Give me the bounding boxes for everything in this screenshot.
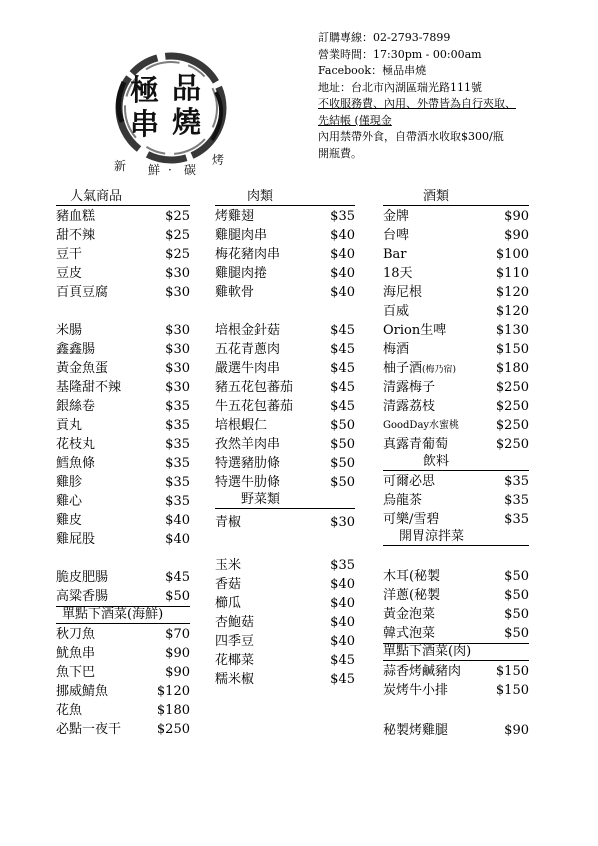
item-name: 18天 — [383, 266, 413, 281]
menu-item — [215, 454, 355, 473]
item-name: 清露荔枝 — [383, 399, 436, 414]
item-name: 鑫鑫腸 — [56, 342, 96, 357]
menu-item — [383, 245, 529, 264]
item-name: 花椰菜 — [215, 653, 255, 668]
item-name: 青椒 — [215, 515, 242, 530]
menu-item — [56, 720, 190, 739]
phone-line: 訂購專線：02-2793-7899 — [318, 31, 451, 44]
logo — [108, 52, 234, 177]
menu-item — [383, 491, 529, 510]
item-price: $45 — [330, 380, 355, 395]
item-name: 櫛瓜 — [215, 596, 242, 611]
menu-item — [56, 587, 190, 606]
menu-column-meat — [215, 189, 355, 689]
menu-item — [383, 435, 529, 454]
menu-item — [383, 397, 529, 416]
item-price: $130 — [495, 323, 529, 338]
item-price: $110 — [495, 266, 529, 281]
logo-sub: 烤 — [212, 153, 225, 167]
item-price: $180 — [156, 703, 190, 718]
item-name: 烏龍茶 — [383, 493, 423, 508]
item-price: $50 — [330, 456, 355, 471]
section-header — [215, 492, 355, 509]
item-name: 香菇 — [215, 577, 242, 592]
item-price: $35 — [330, 558, 355, 573]
item-name: 特選豬肋條 — [215, 456, 281, 471]
menu-item — [56, 283, 190, 302]
section-header — [383, 529, 529, 546]
menu-item — [383, 378, 529, 397]
menu-item — [383, 264, 529, 283]
item-price: $35 — [165, 475, 190, 490]
item-list — [383, 207, 529, 454]
item-price: $40 — [330, 615, 355, 630]
logo-sub: 鮮 — [148, 163, 161, 177]
item-price: $150 — [495, 664, 529, 679]
logo-sub: 新 — [114, 159, 127, 173]
menu-item — [215, 283, 355, 302]
item-price: $25 — [165, 247, 190, 262]
section-header — [56, 606, 190, 624]
item-price: $45 — [330, 323, 355, 338]
item-list — [383, 472, 529, 529]
item-name: 培根蝦仁 — [215, 418, 268, 433]
menu-item — [215, 575, 355, 594]
item-name: 牛五花包蕃茄 — [215, 399, 294, 414]
item-name: Orion生啤 — [383, 323, 447, 338]
item-price: $30 — [165, 380, 190, 395]
item-name: 雞心 — [56, 494, 83, 509]
item-name: 雞軟骨 — [215, 285, 255, 300]
item-price: $35 — [504, 474, 529, 489]
item-price: $45 — [330, 361, 355, 376]
item-price: $30 — [165, 342, 190, 357]
item-price: $250 — [156, 722, 190, 737]
item-price: $250 — [495, 380, 529, 395]
item-price: $50 — [504, 569, 529, 584]
section-title: 酒類 — [423, 189, 450, 204]
menu-item — [56, 245, 190, 264]
menu-item — [215, 207, 355, 226]
item-price: $120 — [495, 304, 529, 319]
item-name: 黃金魚蛋 — [56, 361, 109, 376]
item-name: 魚下巴 — [56, 665, 96, 680]
menu-item — [383, 681, 529, 700]
item-price: $45 — [330, 672, 355, 687]
menu-item — [215, 321, 355, 340]
logo-char: 燒 — [172, 105, 202, 139]
spacer — [215, 302, 355, 321]
item-price: $30 — [165, 266, 190, 281]
item-name-group — [383, 359, 456, 380]
menu-item — [383, 510, 529, 529]
item-price: $70 — [165, 627, 190, 642]
item-price: $180 — [495, 361, 529, 376]
item-name: 雞腿肉串 — [215, 228, 268, 243]
menu-item — [56, 207, 190, 226]
menu-item — [383, 416, 529, 435]
item-name: 台啤 — [383, 228, 410, 243]
item-list — [56, 625, 190, 739]
logo-char: 串 — [130, 107, 160, 141]
item-price: $35 — [165, 418, 190, 433]
logo-char: 品 — [172, 71, 202, 105]
menu-item — [56, 397, 190, 416]
menu-item — [56, 511, 190, 530]
item-name: 基隆甜不辣 — [56, 380, 122, 395]
item-price: $90 — [504, 228, 529, 243]
menu-item — [56, 663, 190, 682]
item-name: 海尼根 — [383, 285, 423, 300]
menu-item — [56, 416, 190, 435]
menu-item — [56, 264, 190, 283]
menu-item — [56, 644, 190, 663]
item-price: $50 — [504, 607, 529, 622]
item-name: Bar — [383, 247, 407, 262]
shop-info — [318, 30, 580, 162]
item-price: $150 — [495, 683, 529, 698]
item-price: $40 — [330, 266, 355, 281]
item-name: 可樂/雪碧 — [383, 512, 440, 527]
item-price: $25 — [165, 209, 190, 224]
section-title: 肉類 — [247, 189, 274, 204]
menu-item — [383, 359, 529, 378]
menu-item — [215, 245, 355, 264]
menu-item — [56, 701, 190, 720]
item-price: $40 — [330, 285, 355, 300]
item-price: $250 — [495, 437, 529, 452]
menu-item — [383, 302, 529, 321]
item-price: $35 — [504, 493, 529, 508]
menu-column-drinks — [383, 189, 529, 740]
item-price: $250 — [495, 418, 529, 433]
item-name: 甜不辣 — [56, 228, 96, 243]
item-name: 柚子酒 — [383, 361, 423, 376]
logo-sub: · — [168, 163, 172, 177]
menu-item — [215, 513, 355, 532]
item-price: $35 — [330, 209, 355, 224]
item-price: $45 — [330, 399, 355, 414]
menu-item — [56, 625, 190, 644]
menu-item — [56, 321, 190, 340]
item-name: 魷魚串 — [56, 646, 96, 661]
spacer — [215, 532, 355, 556]
menu-item — [383, 721, 529, 740]
item-price: $50 — [504, 626, 529, 641]
menu-item — [215, 378, 355, 397]
item-name: 炭烤牛小排 — [383, 683, 449, 698]
spacer — [383, 547, 529, 567]
item-price: $35 — [165, 456, 190, 471]
item-price: $40 — [330, 228, 355, 243]
item-name: 挪威鯖魚 — [56, 684, 109, 699]
item-price: $40 — [330, 634, 355, 649]
item-list — [215, 207, 355, 492]
item-name: 韓式泡菜 — [383, 626, 436, 641]
item-price: $35 — [165, 494, 190, 509]
item-name: 豬五花包蕃茄 — [215, 380, 294, 395]
facebook-line: Facebook：極品串燒 — [318, 64, 427, 77]
menu-item — [56, 682, 190, 701]
item-price: $40 — [165, 513, 190, 528]
item-name: 四季豆 — [215, 634, 255, 649]
item-name: 雞屁股 — [56, 532, 96, 547]
item-price: $250 — [495, 399, 529, 414]
spacer — [56, 302, 190, 321]
section-header — [383, 643, 529, 661]
item-price: $150 — [495, 342, 529, 357]
item-price: $45 — [330, 653, 355, 668]
item-name: 蒜香烤鹹豬肉 — [383, 664, 462, 679]
menu-item — [56, 492, 190, 511]
item-name: 梅花豬肉串 — [215, 247, 281, 262]
item-price: $40 — [330, 596, 355, 611]
item-name: 清露梅子 — [383, 380, 436, 395]
item-list — [383, 662, 529, 740]
item-name: 百威 — [383, 304, 410, 319]
item-list — [56, 207, 190, 606]
menu-item — [215, 473, 355, 492]
menu-item — [215, 397, 355, 416]
section-title: 人氣商品 — [70, 189, 123, 204]
menu-item — [383, 567, 529, 586]
item-price: $90 — [165, 646, 190, 661]
item-price: $100 — [495, 247, 529, 262]
policy-text: 不收服務費、內用、外帶皆為自行夾取、 — [318, 97, 516, 110]
item-name: 米腸 — [56, 323, 83, 338]
item-name: 秘製烤雞腿 — [383, 723, 449, 738]
item-name: 豬血糕 — [56, 209, 96, 224]
item-price: $120 — [495, 285, 529, 300]
menu-item — [215, 670, 355, 689]
item-name: 洋蔥(秘製 — [383, 588, 441, 603]
item-name: 花魚 — [56, 703, 83, 718]
logo-char: 極 — [130, 73, 160, 107]
item-price: $40 — [330, 577, 355, 592]
menu-item — [383, 226, 529, 245]
item-price: $120 — [156, 684, 190, 699]
item-list — [215, 513, 355, 689]
item-price: $35 — [165, 399, 190, 414]
menu-item — [383, 662, 529, 681]
menu-item — [56, 340, 190, 359]
hours-line: 營業時間：17:30pm - 00:00am — [318, 47, 482, 61]
item-price: $45 — [165, 570, 190, 585]
item-name: 烤雞翅 — [215, 209, 255, 224]
item-name: 雞腿肉捲 — [215, 266, 268, 281]
item-name: 真露青葡萄 — [383, 437, 449, 452]
item-name: 鱈魚條 — [56, 456, 96, 471]
item-price: $50 — [504, 588, 529, 603]
payment-line — [318, 113, 580, 130]
item-price: $40 — [330, 247, 355, 262]
menu-item — [56, 473, 190, 492]
item-price: $40 — [165, 532, 190, 547]
menu-item — [383, 624, 529, 643]
item-price: $90 — [165, 665, 190, 680]
corkage-line: 開瓶費。 — [318, 146, 362, 160]
item-name: 五花青蔥肉 — [215, 342, 281, 357]
item-name: 嚴選牛肉串 — [215, 361, 281, 376]
item-price: $30 — [165, 323, 190, 338]
item-price: $30 — [165, 285, 190, 300]
item-name: 木耳(秘製 — [383, 569, 441, 584]
menu-item — [215, 556, 355, 575]
item-name: 必點一夜干 — [56, 722, 122, 737]
menu-item — [56, 435, 190, 454]
item-name: 雞胗 — [56, 475, 83, 490]
menu-item — [383, 321, 529, 340]
menu-item — [383, 586, 529, 605]
section-title: 開胃涼拌菜 — [399, 529, 465, 544]
item-name: 黃金泡菜 — [383, 607, 436, 622]
item-list — [383, 547, 529, 643]
menu-item — [215, 613, 355, 632]
item-name: 梅酒 — [383, 342, 410, 357]
item-name: 花枝丸 — [56, 437, 96, 452]
item-price: $35 — [165, 437, 190, 452]
menu-column-popular — [56, 189, 190, 739]
item-name: 可爾必思 — [383, 474, 436, 489]
menu-item — [215, 226, 355, 245]
menu-item — [215, 632, 355, 651]
menu-item — [56, 454, 190, 473]
section-header — [383, 454, 529, 471]
item-price: $45 — [330, 342, 355, 357]
menu-item — [215, 416, 355, 435]
item-name: 高粱香腸 — [56, 589, 109, 604]
section-title: 單點下酒菜(海鮮) — [62, 607, 164, 622]
section-title: 單點下酒菜(肉) — [383, 644, 472, 659]
item-name: 豆皮 — [56, 266, 83, 281]
menu-item — [383, 472, 529, 491]
item-price: $35 — [504, 512, 529, 527]
item-name: 特選牛肋條 — [215, 475, 281, 490]
menu-item — [215, 594, 355, 613]
item-name: GoodDay水蜜桃 — [383, 420, 460, 431]
item-name: 銀絲卷 — [56, 399, 96, 414]
item-price: $50 — [330, 437, 355, 452]
spacer — [383, 700, 529, 721]
item-price: $50 — [165, 589, 190, 604]
menu-item — [215, 435, 355, 454]
menu-item — [383, 340, 529, 359]
menu-item — [215, 359, 355, 378]
item-name: 杏鮑菇 — [215, 615, 255, 630]
item-name: 豆干 — [56, 247, 83, 262]
menu-item — [383, 207, 529, 226]
item-name: 秋刀魚 — [56, 627, 96, 642]
section-title: 飲料 — [423, 454, 450, 469]
menu-item — [56, 226, 190, 245]
menu-item — [383, 283, 529, 302]
item-price: $30 — [330, 515, 355, 530]
menu-item — [56, 359, 190, 378]
item-name: 脆皮肥腸 — [56, 570, 109, 585]
item-price: $90 — [504, 723, 529, 738]
menu-item — [215, 340, 355, 359]
item-price: $50 — [330, 418, 355, 433]
spacer — [56, 549, 190, 568]
section-title: 野菜類 — [241, 492, 281, 507]
item-price: $30 — [165, 361, 190, 376]
payment-text: 先結帳 (僅現金 — [318, 113, 392, 127]
item-price: $90 — [504, 209, 529, 224]
item-name: 玉米 — [215, 558, 242, 573]
item-name: 孜然羊肉串 — [215, 437, 281, 452]
section-header — [383, 189, 529, 206]
menu-item — [215, 651, 355, 670]
item-price: $25 — [165, 228, 190, 243]
policy-line — [318, 96, 580, 113]
item-name: 百頁豆腐 — [56, 285, 109, 300]
menu-item — [56, 568, 190, 587]
menu-item — [56, 378, 190, 397]
menu-item — [383, 605, 529, 624]
address-line: 地址：台北市內湖區瑞光路111號 — [318, 80, 482, 94]
item-note: (梅乃宿) — [422, 365, 457, 375]
menu-item — [56, 530, 190, 549]
menu-item — [215, 264, 355, 283]
outside-food-line: 內用禁帶外食，自帶酒水收取$300/瓶 — [318, 130, 504, 143]
item-name: 金牌 — [383, 209, 410, 224]
item-price: $50 — [330, 475, 355, 490]
item-name: 雞皮 — [56, 513, 83, 528]
item-name: 培根金針菇 — [215, 323, 281, 338]
item-name: 糯米椒 — [215, 672, 255, 687]
item-name: 貢丸 — [56, 418, 83, 433]
section-header — [56, 189, 190, 206]
section-header — [215, 189, 355, 206]
logo-sub: 碳 — [184, 163, 197, 177]
